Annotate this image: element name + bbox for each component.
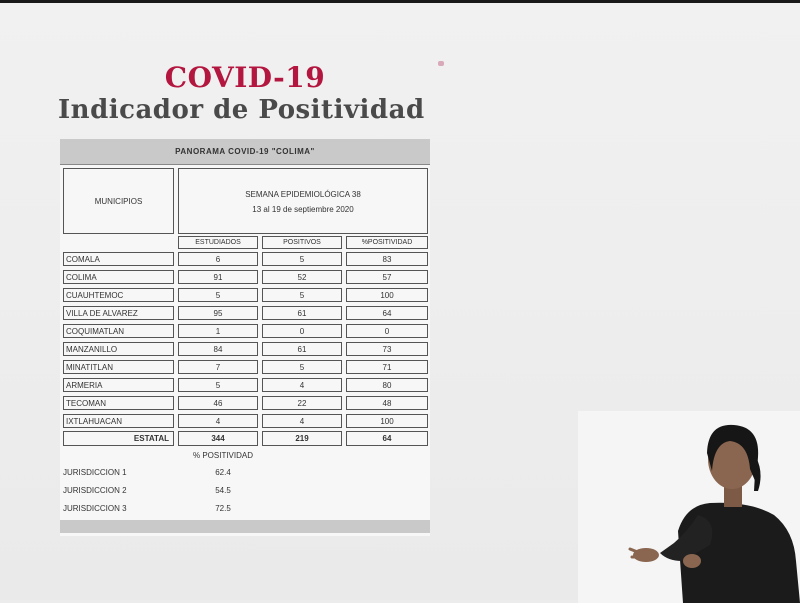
positividad-cell: 80 <box>346 378 428 392</box>
estudiados-cell: 46 <box>178 396 258 410</box>
municipio-cell: COLIMA <box>63 270 174 284</box>
slide-title: COVID-19 <box>164 61 326 94</box>
positividad-cell: 64 <box>346 306 428 320</box>
slide-subtitle: Indicador de Positividad <box>58 95 425 125</box>
municipios-header: MUNICIPIOS <box>63 168 174 234</box>
table-row <box>60 304 430 322</box>
jurisdiccion-name: JURISDICCION 2 <box>63 486 127 495</box>
estatal-positividad: 64 <box>346 431 428 446</box>
jurisdiccion-value: 54.5 <box>215 486 231 495</box>
positivos-cell: 61 <box>262 306 342 320</box>
col-positividad: %POSITIVIDAD <box>346 236 428 249</box>
municipio-cell: MANZANILLO <box>63 342 174 356</box>
col-estudiados: ESTUDIADOS <box>178 236 258 249</box>
table-row <box>60 412 430 430</box>
jurisdiccion-rows <box>60 466 430 520</box>
table-header: PANORAMA COVID-19 "COLIMA" <box>60 139 430 165</box>
positividad-cell: 57 <box>346 270 428 284</box>
municipio-cell: ARMERIA <box>63 378 174 392</box>
jurisdiccion-row <box>60 466 430 484</box>
municipio-cell: IXTLAHUACAN <box>63 414 174 428</box>
jurisdiccion-name: JURISDICCION 1 <box>63 468 127 477</box>
estatal-positivos: 219 <box>262 431 342 446</box>
positivos-cell: 5 <box>262 288 342 302</box>
estatal-label: ESTATAL <box>63 431 174 446</box>
positividad-cell: 83 <box>346 252 428 266</box>
municipio-cell: COMALA <box>63 252 174 266</box>
jurisdiccion-value: 62.4 <box>215 468 231 477</box>
positividad-cell: 100 <box>346 414 428 428</box>
municipio-cell: VILLA DE ALVAREZ <box>63 306 174 320</box>
estudiados-cell: 1 <box>178 324 258 338</box>
municipio-cell: MINATITLAN <box>63 360 174 374</box>
jurisdiccion-name: JURISDICCION 3 <box>63 504 127 513</box>
estudiados-cell: 91 <box>178 270 258 284</box>
municipio-rows <box>60 250 430 430</box>
positivos-cell: 61 <box>262 342 342 356</box>
estatal-estudiados: 344 <box>178 431 258 446</box>
positivos-cell: 4 <box>262 378 342 392</box>
municipio-cell: CUAUHTEMOC <box>63 288 174 302</box>
estudiados-cell: 5 <box>178 288 258 302</box>
positividad-label: % POSITIVIDAD <box>192 451 253 460</box>
semana-title: SEMANA EPIDEMIOLÓGICA 38 <box>245 190 361 199</box>
table-row <box>60 322 430 340</box>
semana-dates: 13 al 19 de septiembre 2020 <box>252 205 354 214</box>
table-row <box>60 358 430 376</box>
jurisdiccion-value: 72.5 <box>215 504 231 513</box>
covid-table <box>60 139 430 536</box>
jurisdiccion-row <box>60 484 430 502</box>
municipio-cell: TECOMAN <box>63 396 174 410</box>
positivos-cell: 0 <box>262 324 342 338</box>
table-row <box>60 394 430 412</box>
table-row <box>60 286 430 304</box>
estudiados-cell: 5 <box>178 378 258 392</box>
positividad-cell: 71 <box>346 360 428 374</box>
positividad-cell: 100 <box>346 288 428 302</box>
interpreter-image <box>578 411 800 603</box>
positividad-cell: 48 <box>346 396 428 410</box>
municipio-cell: COQUIMATLAN <box>63 324 174 338</box>
sign-language-interpreter-video <box>578 411 800 603</box>
semana-header <box>178 168 428 234</box>
table-row <box>60 340 430 358</box>
estatal-row <box>60 431 430 447</box>
table-row <box>60 376 430 394</box>
estudiados-cell: 4 <box>178 414 258 428</box>
estudiados-cell: 95 <box>178 306 258 320</box>
table-footer-bar <box>60 520 430 533</box>
table-row <box>60 250 430 268</box>
positivos-cell: 5 <box>262 252 342 266</box>
positividad-cell: 0 <box>346 324 428 338</box>
col-positivos: POSITIVOS <box>262 236 342 249</box>
positivos-cell: 52 <box>262 270 342 284</box>
estudiados-cell: 84 <box>178 342 258 356</box>
positivos-cell: 4 <box>262 414 342 428</box>
positivos-cell: 5 <box>262 360 342 374</box>
jurisdiccion-row <box>60 502 430 520</box>
estudiados-cell: 6 <box>178 252 258 266</box>
estudiados-cell: 7 <box>178 360 258 374</box>
positivos-cell: 22 <box>262 396 342 410</box>
positividad-cell: 73 <box>346 342 428 356</box>
table-row <box>60 268 430 286</box>
slide <box>0 3 800 600</box>
